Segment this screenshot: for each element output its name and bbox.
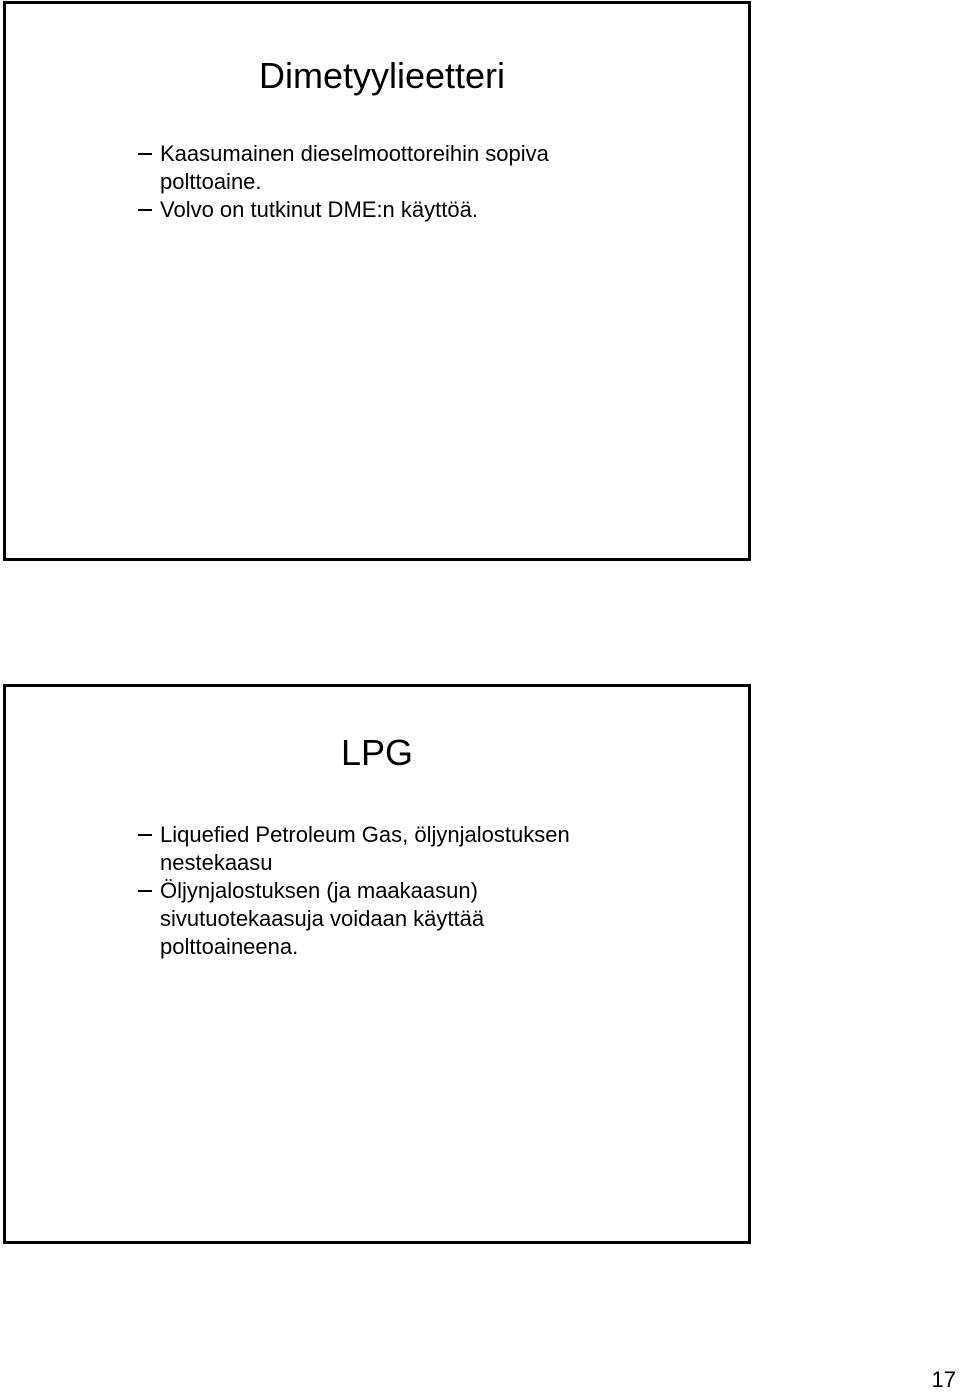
bullet-line: Öljynjalostuksen (ja maakaasun) [160,878,478,903]
dash-bullet-icon [138,153,152,155]
bullet-item [138,821,570,877]
dash-bullet-icon [138,890,152,892]
bullet-line: nestekaasu [160,850,273,875]
bullet-item [138,196,549,224]
bullet-line: polttoaine. [160,169,262,194]
slide-title [6,56,758,96]
dash-bullet-icon [138,209,152,211]
bullet-line: Liquefied Petroleum Gas, öljynjalostuksen [160,822,570,847]
bullet-line: Kaasumainen dieselmoottoreihin sopiva [160,141,549,166]
slide-title [6,733,748,773]
bullet-item [138,140,549,196]
bullet-list [138,140,549,224]
slide-title-text: LPG [340,732,414,773]
slide-2 [3,684,751,1244]
bullet-item [138,877,570,961]
slide-1 [3,1,751,561]
slide-title-text: Dimetyylieetteri [258,55,506,96]
dash-bullet-icon [138,834,152,836]
bullet-line: sivutuotekaasuja voidaan käyttää [160,906,485,931]
page-number: 17 [931,1367,956,1392]
bullet-list [138,821,570,961]
bullet-line: polttoaineena. [160,934,299,959]
bullet-line: Volvo on tutkinut DME:n käyttöä. [160,197,478,222]
